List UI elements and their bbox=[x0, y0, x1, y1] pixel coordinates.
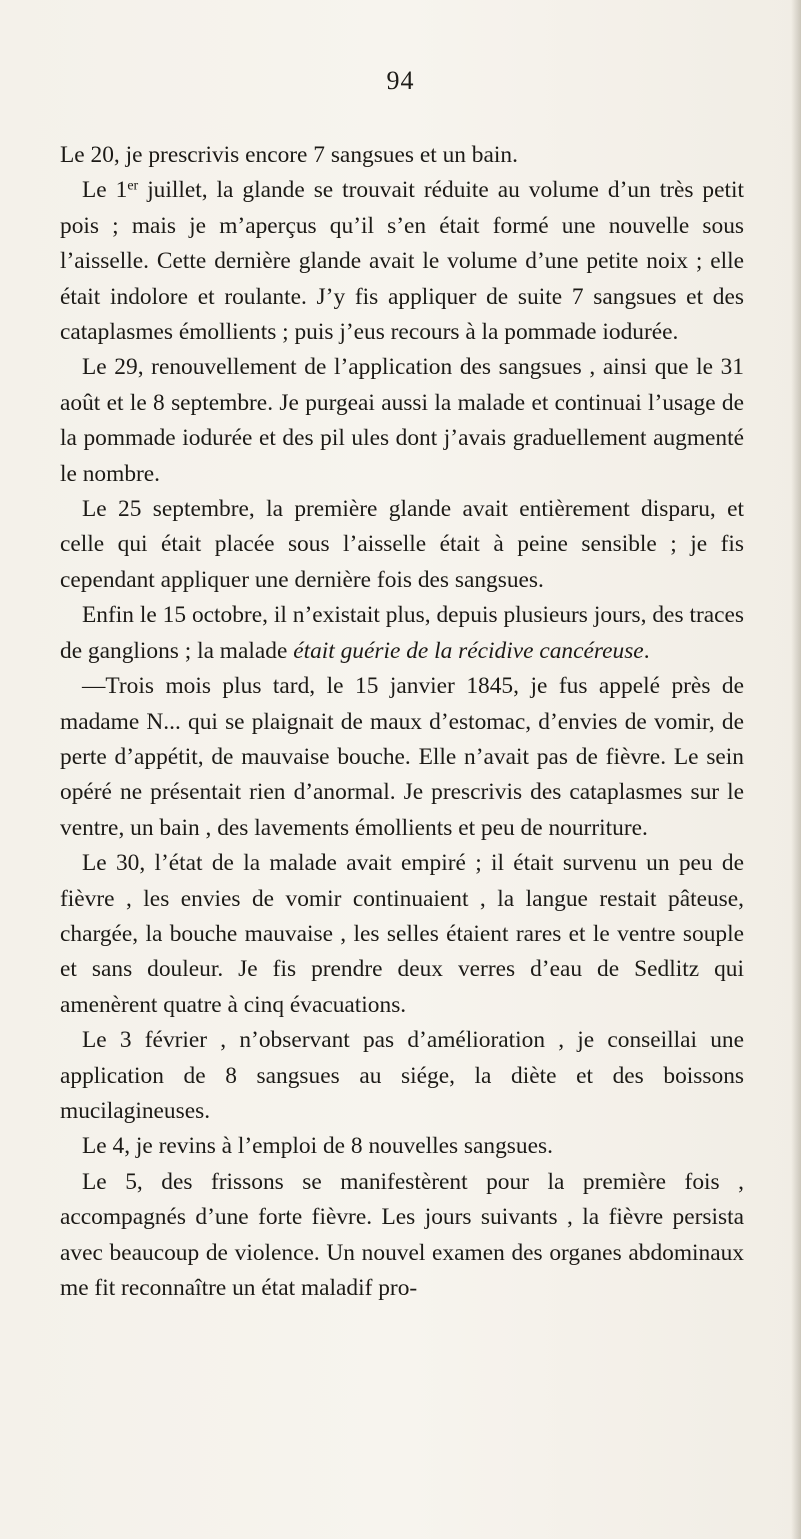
page-number: 94 bbox=[386, 66, 415, 95]
paragraph-5 bbox=[60, 598, 744, 669]
paragraph-5-end: . bbox=[643, 637, 650, 664]
paragraph-1: Le 20, je prescrivis encore 7 sangsues et un bain. bbox=[60, 142, 518, 168]
paragraph-6: —Trois mois plus tard, le 15 janvier 1845, je fus appelé près de madame N... qui se plaignait de maux d’estomac, d’envies de vomir, de perte d’appétit, de mauvaise bouche. Elle n’avait pas de fièvre. Le sein opéré ne présentait rien d’anormal. Je prescrivis des cataplasmes sur le ventre, un bain , des lavements émollients et peu de nourriture. bbox=[60, 673, 744, 841]
paragraph-2-rest: juillet, la glande se trouvait réduite au volume d’un très petit pois ; mais je m’aperçus qu’il s’en était formé une nouvelle sous l’aisselle. Cette dernière glande avait le volume d’une petite noix ; elle était indolore et roulante. J’y fis appliquer de suite 7 sangsues et des cataplasmes émollients ; puis j’eus recours à la pommade iodurée. bbox=[60, 177, 745, 346]
paragraph-4: Le 25 septembre, la première glande avait entièrement disparu, et celle qui était placée sous l’aisselle était à peine sensible ; je fis cependant appliquer une dernière fois des sangsues. bbox=[60, 496, 744, 593]
paragraph-5-start: Enfin le 15 octobre, il n’existait plus, depuis plusieurs jours, des traces de ganglions ; la malade bbox=[60, 602, 744, 664]
paragraph-7: Le 30, l’état de la malade avait empiré ; il était survenu un peu de fièvre , les envies de vomir continuaient , la langue restait pâteuse, chargée, la bouche mauvaise , les selles étaient rares et le ventre souple et sans douleur. Je fis prendre deux verres d’eau de Sedlitz qui amenèrent quatre à cinq évacuations. bbox=[60, 850, 744, 1018]
paragraph-9: Le 4, je revins à l’emploi de 8 nouvelles sangsues. bbox=[82, 1133, 553, 1160]
paragraph-2 bbox=[60, 173, 744, 350]
paragraph-10: Le 5, des frissons se manifestèrent pour la première fois , accompagnés d’une forte fièvre. Les jours suivants , la fièvre persista avec beaucoup de violence. Un nouvel examen des organes abdominaux me fit reconnaître un état maladif pro- bbox=[60, 1168, 744, 1301]
body-text bbox=[60, 138, 744, 1306]
ordinal-superscript: er bbox=[127, 177, 139, 194]
paragraph-2-start: Le 1 bbox=[82, 177, 128, 204]
page-edge-shadow bbox=[791, 0, 801, 1539]
paragraph-8: Le 3 février , n’observant pas d’amélioration , je conseillai une application de 8 sangsues au siége, la diète et des boissons mucilagineuses. bbox=[60, 1027, 744, 1124]
paragraph-5-italic: était guérie de la récidive cancéreuse bbox=[293, 637, 644, 664]
paragraph-3: Le 29, renouvellement de l’application des sangsues , ainsi que le 31 août et le 8 septembre. Je purgeai aussi la malade et continuai l’usage de la pommade iodurée et des pil ules dont j’avais graduellement augmenté le nombre. bbox=[60, 354, 744, 487]
